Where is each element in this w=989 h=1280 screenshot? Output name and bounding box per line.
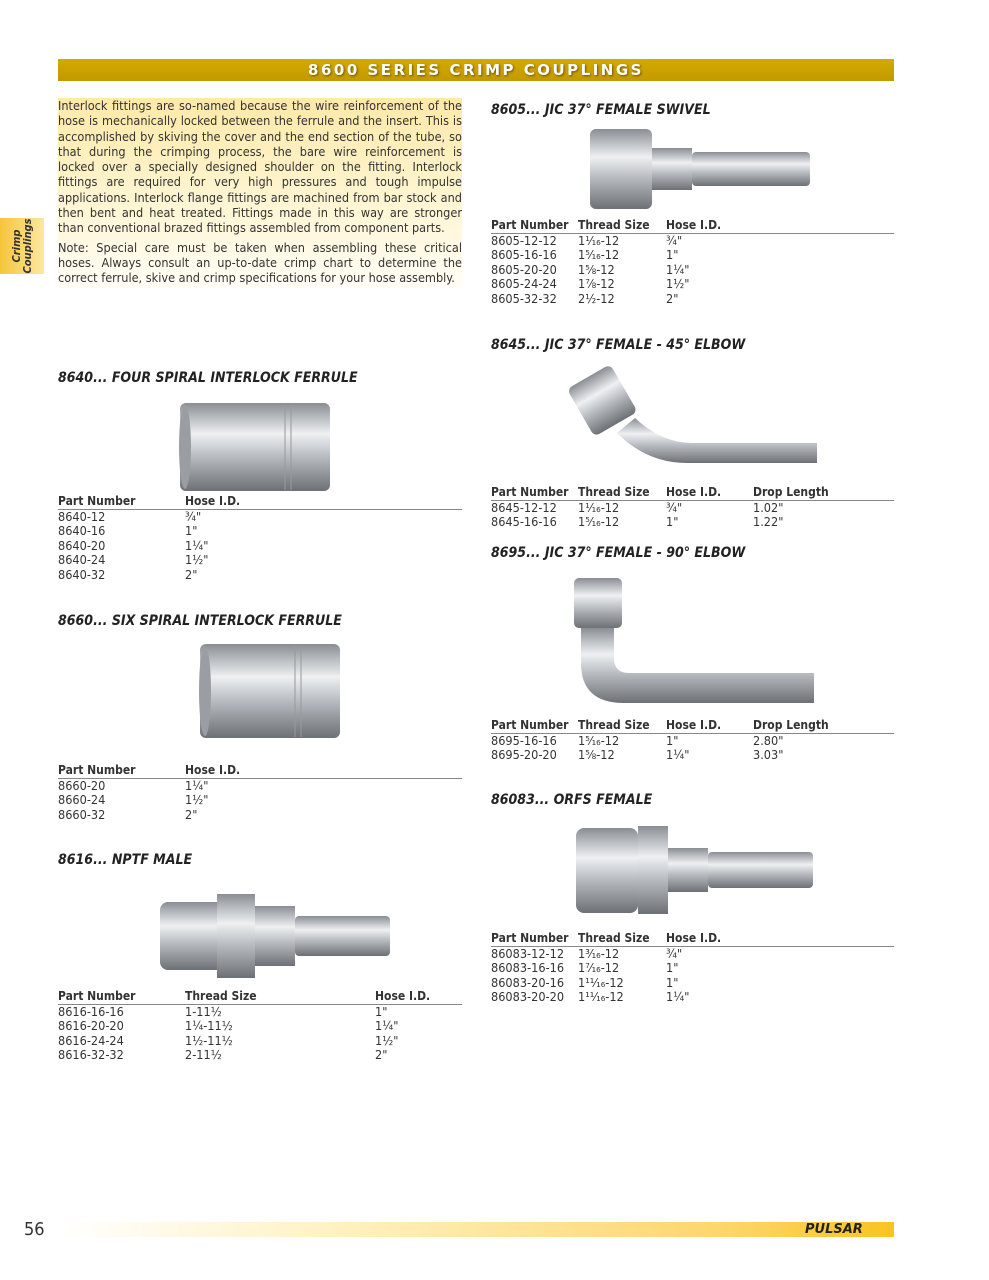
table-cell: 8605-16-16: [491, 247, 557, 263]
table-cell: 3.03": [753, 747, 784, 763]
fitting-8616-image: [155, 890, 395, 982]
fitting-8605-image: [585, 124, 815, 216]
table-row: [58, 1004, 462, 1019]
table-cell: 1½": [375, 1032, 399, 1048]
table-row: [491, 961, 894, 976]
column-header: Part Number: [491, 485, 578, 500]
table-cell: 8645-12-12: [491, 499, 557, 515]
table-cell: 1¼": [375, 1018, 399, 1034]
column-header: Hose I.D.: [185, 763, 462, 778]
table-cell: 1⅝-12: [578, 261, 615, 277]
table-cell: 1¹¹⁄₁₆-12: [578, 989, 624, 1005]
table-cell: 8605-20-20: [491, 261, 557, 277]
table-cell: 86083-16-16: [491, 960, 565, 976]
column-header: Part Number: [491, 218, 578, 233]
table-row: [491, 976, 894, 991]
table-cell: 1¼": [666, 261, 690, 277]
brand-logo: PULSAR: [805, 1222, 863, 1237]
side-tab-line1: Crimp: [10, 229, 23, 263]
table-row: [58, 1048, 462, 1063]
column-header: Hose I.D.: [375, 989, 462, 1004]
table-cell: 8616-32-32: [58, 1047, 124, 1063]
section-title: 8645... JIC 37° FEMALE - 45° ELBOW: [491, 337, 746, 353]
fitting-8695-image: [569, 573, 819, 711]
fitting-86083-image: [571, 820, 816, 920]
table-row: [58, 524, 462, 539]
table-cell: 1.02": [753, 499, 784, 515]
table-cell: 8695-20-20: [491, 747, 557, 763]
table-row: [58, 568, 462, 583]
column-header: Hose I.D.: [666, 931, 894, 946]
table-row: [491, 748, 894, 763]
fitting-8645-image: [567, 363, 817, 483]
column-header: Thread Size: [578, 931, 666, 946]
table-cell: 2½-12: [578, 290, 615, 306]
column-header: Thread Size: [578, 718, 666, 733]
table-row: [491, 946, 894, 961]
table-cell: 8605-12-12: [491, 232, 557, 248]
table-cell: 8640-16: [58, 523, 106, 539]
table-cell: 1": [666, 960, 679, 976]
table-cell: 1-11½: [185, 1003, 222, 1019]
intro-paragraph: Interlock fittings are so-named because the wire reinforcement of the hose is mechanically locked between the ferrule and the insert. This is accomplished by skiving the cover and the end section of the tube, so that during the crimping process, the bare wire reinforcement is locked over a specially designed shoulder on the fitting. Interlock fittings are required for very high pressures and tough impulse applications. Interlock flange fittings are machined from bar stock and then bent and heat treated. Fittings made in this way are stronger than conventional brazed fittings assembled from component parts.: [58, 98, 462, 236]
table-cell: 2": [666, 290, 679, 306]
product-section-8605: [491, 102, 894, 306]
part-table: [58, 763, 462, 822]
table-cell: 8695-16-16: [491, 732, 557, 748]
section-title: 8616... NPTF MALE: [58, 852, 193, 868]
table-cell: 8660-32: [58, 806, 106, 822]
table-cell: 1": [666, 974, 679, 990]
column-header: Part Number: [58, 763, 185, 778]
table-cell: 1⁵⁄₁₆-12: [578, 732, 620, 748]
table-cell: 2-11½: [185, 1047, 222, 1063]
column-header: Thread Size: [578, 218, 666, 233]
section-title: 8605... JIC 37° FEMALE SWIVEL: [491, 102, 711, 118]
product-section-8640: [58, 370, 462, 582]
table-row: [491, 233, 894, 248]
table-cell: 1¹⁄₁₆-12: [578, 232, 620, 248]
table-cell: 1½": [666, 276, 690, 292]
table-row: [491, 263, 894, 278]
table-cell: 1½-11½: [185, 1032, 233, 1048]
column-header: Part Number: [58, 494, 185, 509]
table-cell: 8640-24: [58, 552, 106, 568]
table-cell: 1⅞-12: [578, 276, 615, 292]
table-cell: 8640-12: [58, 508, 106, 524]
section-title: 8660... SIX SPIRAL INTERLOCK FERRULE: [58, 613, 342, 629]
column-header: Hose I.D.: [666, 718, 753, 733]
table-cell: 8640-32: [58, 566, 106, 582]
table-cell: 8616-24-24: [58, 1032, 124, 1048]
table-cell: 1¹⁄₁₆-12: [578, 499, 620, 515]
page-banner: 8600 SERIES CRIMP COUPLINGS: [58, 59, 894, 81]
column-header: Hose I.D.: [666, 485, 753, 500]
part-table: [491, 931, 894, 1005]
product-section-8616: [58, 852, 462, 1063]
section-title: 8640... FOUR SPIRAL INTERLOCK FERRULE: [58, 370, 358, 386]
column-header: Thread Size: [578, 485, 666, 500]
intro-note: Note: Special care must be taken when assembling these critical hoses. Always consult an up-to-date crimp chart to determine the correct ferrule, skive and crimp specifications for your hose assembly.: [58, 239, 462, 286]
column-header: Hose I.D.: [666, 218, 894, 233]
table-cell: 1½": [185, 552, 209, 568]
table-cell: 2": [185, 566, 198, 582]
table-cell: 8605-24-24: [491, 276, 557, 292]
table-row: [58, 539, 462, 554]
table-cell: 8660-24: [58, 792, 106, 808]
table-row: [58, 1019, 462, 1034]
fitting-8660-image: [195, 639, 343, 743]
table-cell: 1¹¹⁄₁₆-12: [578, 974, 624, 990]
column-header: Part Number: [491, 931, 578, 946]
table-cell: 8645-16-16: [491, 514, 557, 530]
table-cell: 8660-20: [58, 777, 106, 793]
column-header: Thread Size: [185, 989, 375, 1004]
table-cell: 1¼-11½: [185, 1018, 233, 1034]
table-cell: 8616-20-20: [58, 1018, 124, 1034]
table-cell: 1½": [185, 792, 209, 808]
table-row: [491, 990, 894, 1005]
section-title: 8695... JIC 37° FEMALE - 90° ELBOW: [491, 545, 746, 561]
table-cell: 1¼": [666, 747, 690, 763]
table-cell: 1": [666, 732, 679, 748]
table-cell: 1¼": [185, 777, 209, 793]
column-header: Drop Length: [753, 718, 894, 733]
part-table: [58, 494, 462, 583]
intro-text: [58, 98, 462, 288]
product-section-8695: [491, 545, 894, 763]
table-row: [491, 515, 894, 530]
table-cell: ¾": [666, 232, 683, 248]
column-header: Part Number: [58, 989, 185, 1004]
page-number: 56: [24, 1219, 45, 1240]
table-cell: 8605-32-32: [491, 290, 557, 306]
table-row: [491, 248, 894, 263]
table-cell: 86083-20-16: [491, 974, 565, 990]
column-header: Drop Length: [753, 485, 894, 500]
table-cell: 1⁵⁄₁₆-12: [578, 247, 620, 263]
product-section-86083: [491, 792, 894, 1005]
table-cell: ¾": [666, 499, 683, 515]
side-tab-line2: Couplings: [21, 218, 34, 274]
table-row: [491, 292, 894, 307]
table-row: [58, 793, 462, 808]
part-table: [491, 485, 894, 530]
table-row: [58, 778, 462, 793]
part-table: [491, 718, 894, 763]
table-cell: 1": [375, 1003, 388, 1019]
table-cell: 1⁵⁄₁₆-12: [578, 514, 620, 530]
product-section-8660: [58, 613, 462, 822]
table-cell: 1³⁄₁₆-12: [578, 945, 620, 961]
table-cell: 1¼": [185, 537, 209, 553]
table-row: [491, 277, 894, 292]
table-cell: 1": [666, 514, 679, 530]
table-cell: 1": [666, 247, 679, 263]
table-cell: 2": [375, 1047, 388, 1063]
table-row: [491, 733, 894, 748]
table-row: [58, 509, 462, 524]
table-cell: ¾": [185, 508, 202, 524]
fitting-8640-image: [175, 398, 340, 496]
table-cell: 1⅝-12: [578, 747, 615, 763]
table-cell: 1.22": [753, 514, 784, 530]
table-cell: 86083-20-20: [491, 989, 565, 1005]
table-row: [58, 1034, 462, 1049]
product-section-8645: [491, 337, 894, 530]
footer-bar: [58, 1222, 894, 1237]
section-side-tab: [0, 218, 44, 274]
table-row: [58, 553, 462, 568]
table-cell: ¾": [666, 945, 683, 961]
table-cell: 1¼": [666, 989, 690, 1005]
table-row: [58, 808, 462, 823]
table-cell: 1⁷⁄₁₆-12: [578, 960, 620, 976]
table-cell: 2.80": [753, 732, 784, 748]
column-header: Hose I.D.: [185, 494, 462, 509]
table-cell: 1": [185, 523, 198, 539]
section-title: 86083... ORFS FEMALE: [491, 792, 653, 808]
part-table: [491, 218, 894, 307]
column-header: Part Number: [491, 718, 578, 733]
table-row: [491, 500, 894, 515]
table-cell: 8640-20: [58, 537, 106, 553]
table-cell: 8616-16-16: [58, 1003, 124, 1019]
table-cell: 2": [185, 806, 198, 822]
part-table: [58, 989, 462, 1063]
table-cell: 86083-12-12: [491, 945, 565, 961]
